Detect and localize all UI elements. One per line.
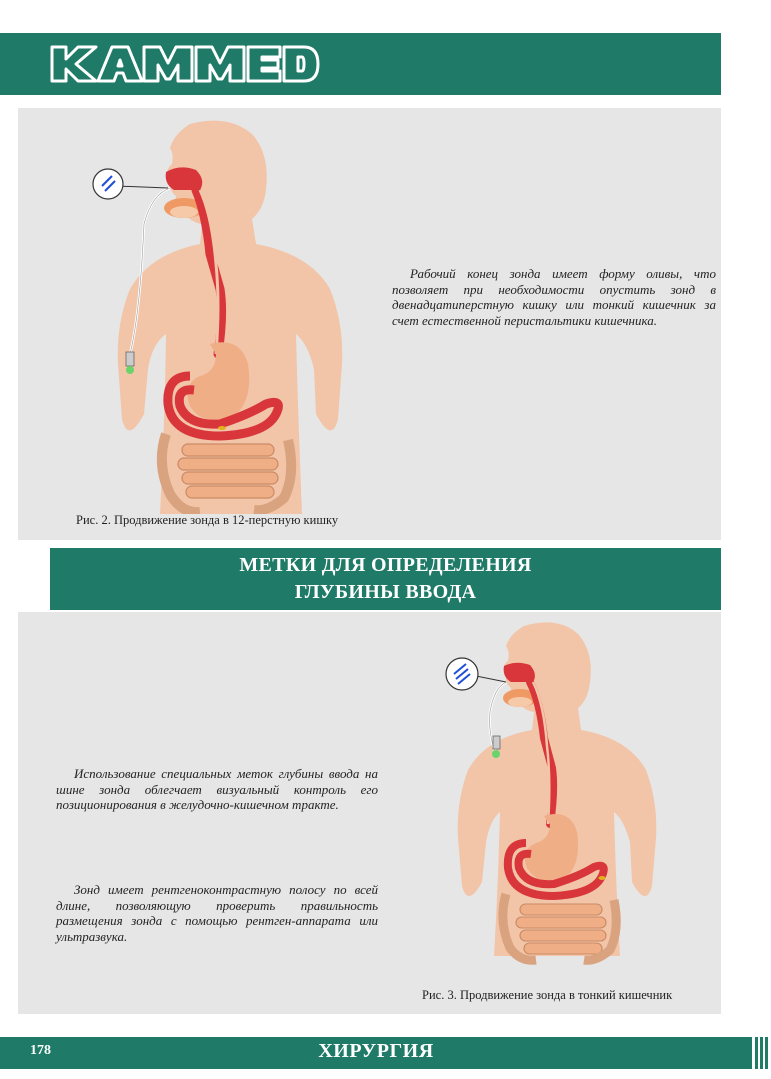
figure-3-illustration [426, 616, 696, 986]
depth-marks-description: Использование специальных меток глубины ввода на шине зонда облегчает визуальный контроль его позиционирования в желудочно-кишечном тракте. [56, 766, 378, 812]
footer-section-title: ХИРУРГИЯ [318, 1040, 434, 1062]
footer-stripes [754, 1037, 771, 1069]
section-heading [50, 548, 721, 610]
figure-2-description: Рабочий конец зонда имеет форму оливы, что позволяет при необходимости опустить зонд в двенадцатиперстную кишку или тонкий кишечник за счет естественной перистальтики кишечника. [392, 266, 716, 328]
figure-2-panel [18, 108, 721, 540]
tube-connector-icon [126, 366, 134, 374]
figure-3-panel [18, 612, 721, 1014]
page-number: 178 [30, 1043, 51, 1058]
tube-connector-icon [492, 750, 500, 758]
figure-2-illustration [70, 114, 370, 514]
depth-marks-zoom-icon [93, 169, 123, 199]
radiopaque-stripe-description: Зонд имеет рентгеноконтрастную полосу по всей длине, позволяющую проверить правильность размещения зонда с помощью рентген-аппарата или ультразвука. [56, 882, 378, 944]
figure-2-caption: Рис. 2. Продвижение зонда в 12-перстную кишку [76, 513, 339, 527]
section-heading-line-1: МЕТКИ ДЛЯ ОПРЕДЕЛЕНИЯ [239, 554, 532, 576]
header-bar [0, 33, 721, 95]
figure-3-caption: Рис. 3. Продвижение зонда в тонкий кишечник [422, 988, 673, 1002]
section-heading-line-2: ГЛУБИНЫ ВВОДА [294, 581, 477, 603]
company-logo [46, 41, 321, 87]
